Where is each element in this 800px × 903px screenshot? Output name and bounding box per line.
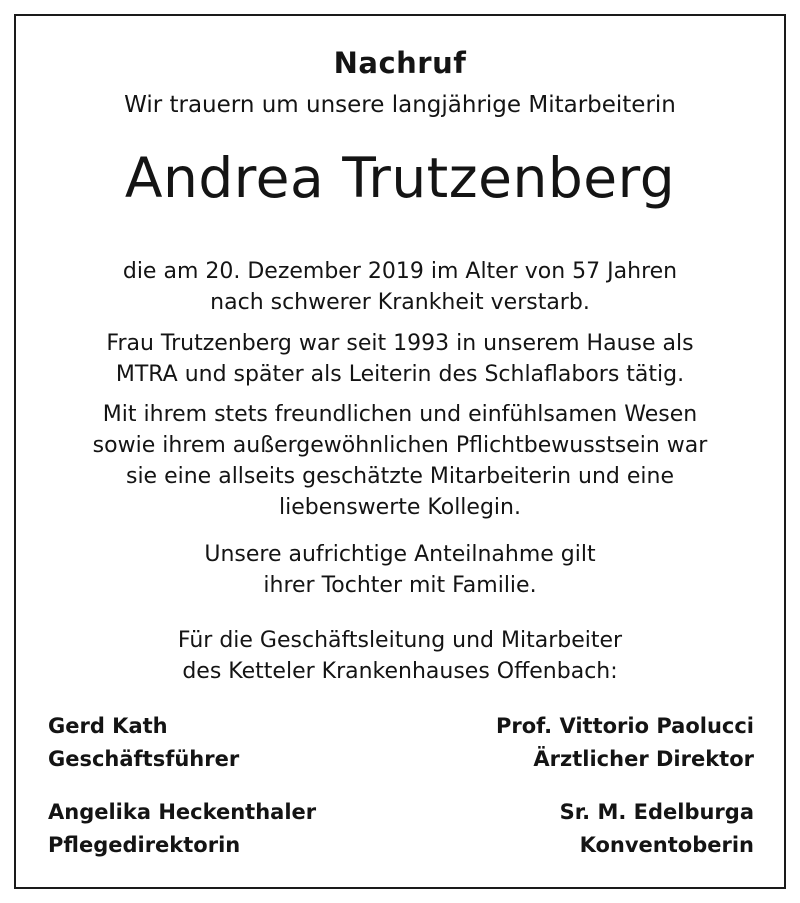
notice-subheading: Wir trauern um unsere langjährige Mitarbeiterin xyxy=(124,92,676,118)
signatory-title: Ärztlicher Direktor xyxy=(533,747,754,771)
deceased-name: Andrea Trutzenberg xyxy=(124,146,676,210)
paragraph-on-behalf xyxy=(46,625,754,687)
text-line: sie eine allseits geschätzte Mitarbeiterin und eine xyxy=(125,464,674,489)
signatory-gerd-kath xyxy=(48,710,239,776)
paragraph-death-date xyxy=(46,256,754,318)
text-line: Frau Trutzenberg war seit 1993 in unserem Hause als xyxy=(106,331,694,356)
notice-heading: Nachruf xyxy=(333,46,467,80)
signatory-name: Prof. Vittorio Paolucci xyxy=(496,714,754,738)
text-line: des Ketteler Krankenhauses Offenbach: xyxy=(182,659,618,684)
paragraph-condolence xyxy=(46,539,754,601)
text-line: Für die Geschäftsleitung und Mitarbeiter xyxy=(177,628,623,653)
paragraph-career xyxy=(46,328,754,390)
signatory-title: Konventoberin xyxy=(579,833,754,857)
signatory-name: Gerd Kath xyxy=(48,714,168,738)
text-line: sowie ihrem außergewöhnlichen Pflichtbewusstsein war xyxy=(92,433,708,458)
text-line: die am 20. Dezember 2019 im Alter von 57 Jahren xyxy=(122,259,678,284)
signatory-edelburga xyxy=(560,796,754,862)
signatory-angelika-heckenthaler xyxy=(48,796,316,862)
text-line: liebenswerte Kollegin. xyxy=(279,495,521,520)
signatory-name: Sr. M. Edelburga xyxy=(559,800,754,824)
text-line: MTRA und später als Leiterin des Schlaflabors tätig. xyxy=(115,362,685,387)
text-line: Unsere aufrichtige Anteilnahme gilt xyxy=(204,542,596,567)
text-line: Mit ihrem stets freundlichen und einfühlsamen Wesen xyxy=(102,402,698,427)
text-line: ihrer Tochter mit Familie. xyxy=(263,573,537,598)
signatory-title: Pflegedirektorin xyxy=(48,833,241,857)
text-line: nach schwerer Krankheit verstarb. xyxy=(210,290,590,315)
signatory-vittorio-paolucci xyxy=(496,710,754,776)
signatory-name: Angelika Heckenthaler xyxy=(48,800,317,824)
signatory-title: Geschäftsführer xyxy=(48,747,240,771)
paragraph-tribute xyxy=(46,399,754,523)
obituary-notice xyxy=(14,14,786,889)
